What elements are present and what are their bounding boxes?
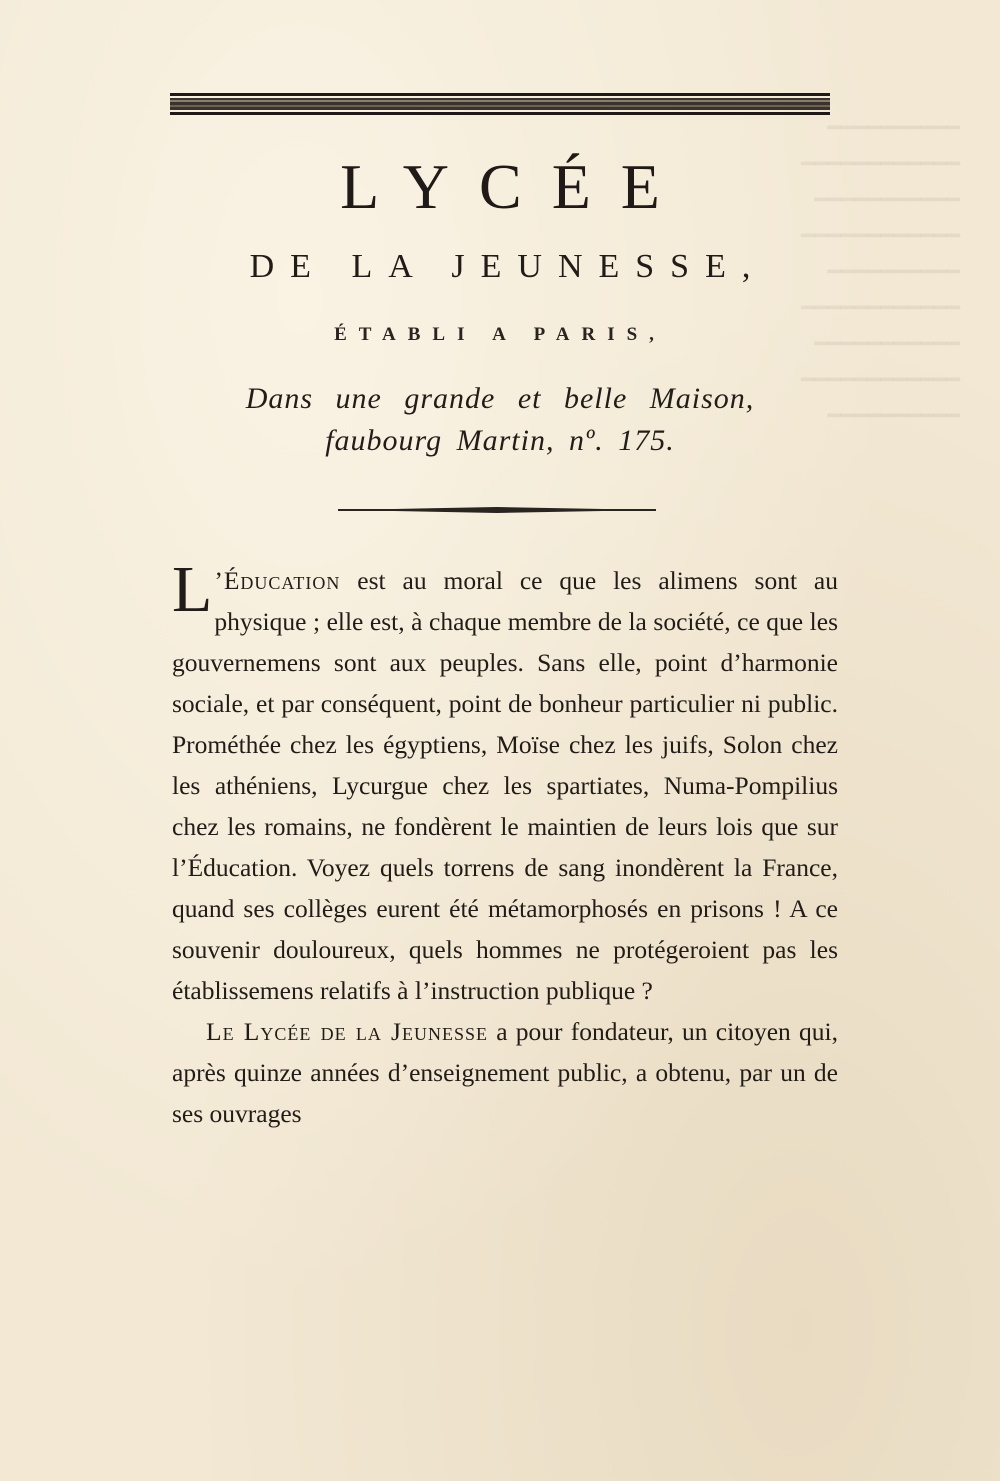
paragraph-1-text: est au moral ce que les alimens sont au physique ; elle est, à chaque membre de la société, ce que les gouvernemens sont aux peuples. Sans elle, point d’harmonie sociale, et par conséquent, point de bonheur particulier ni public. Prométhée chez les égyptiens, Moïse chez les juifs, Solon chez les athéniens, Lycurgue chez les spartiates, Numa-Pompilius chez les romains, ne fondèrent le maintien de leurs lois que sur l’Éducation. Voyez quels torrens de sang inondèrent la France, quand ses collèges eurent été métamorphosés en prisons ! A ce souvenir douloureux, quels hommes ne protégeroient pas les établissemens relatifs à l’instruction publique ? [172, 566, 838, 1005]
ornamental-top-rule [170, 92, 830, 116]
paragraph-1 [172, 553, 838, 1011]
location-line: ÉTABLI A PARIS, [334, 324, 666, 345]
paragraph-2-text: a pour fondateur, un citoyen qui, après quinze années d’enseignement public, a obtenu, par un de ses ouvrages [172, 1017, 838, 1128]
show-through-texture: ━━━━━━━━━━ ━━━━━━━━━━━━ ━━━━━━━━━━━ ━━━━━━━━━━━━ ━━━━━━━━━━ ━━━━━━━━━━━━ ━━━━━━━━━━━ ━━━━━━━━━━━━ ━━━━━━━━━━ [801, 115, 960, 428]
document-subtitle: DE LA JEUNESSE, [249, 248, 767, 285]
body-text [172, 553, 838, 1134]
paragraph-2-lead: Le Lycée de la Jeunesse [206, 1017, 488, 1046]
divider-rule [338, 505, 656, 515]
paragraph-2 [172, 1011, 838, 1134]
address-block [0, 378, 1000, 462]
address-line-2: faubourg Martin, nº. 175. [325, 424, 675, 457]
paragraph-1-lead: ’Éducation [214, 566, 341, 595]
drop-cap: L [172, 553, 213, 626]
address-line-1: Dans une grande et belle Maison, [245, 382, 755, 415]
document-title: LYCÉE [340, 151, 690, 222]
